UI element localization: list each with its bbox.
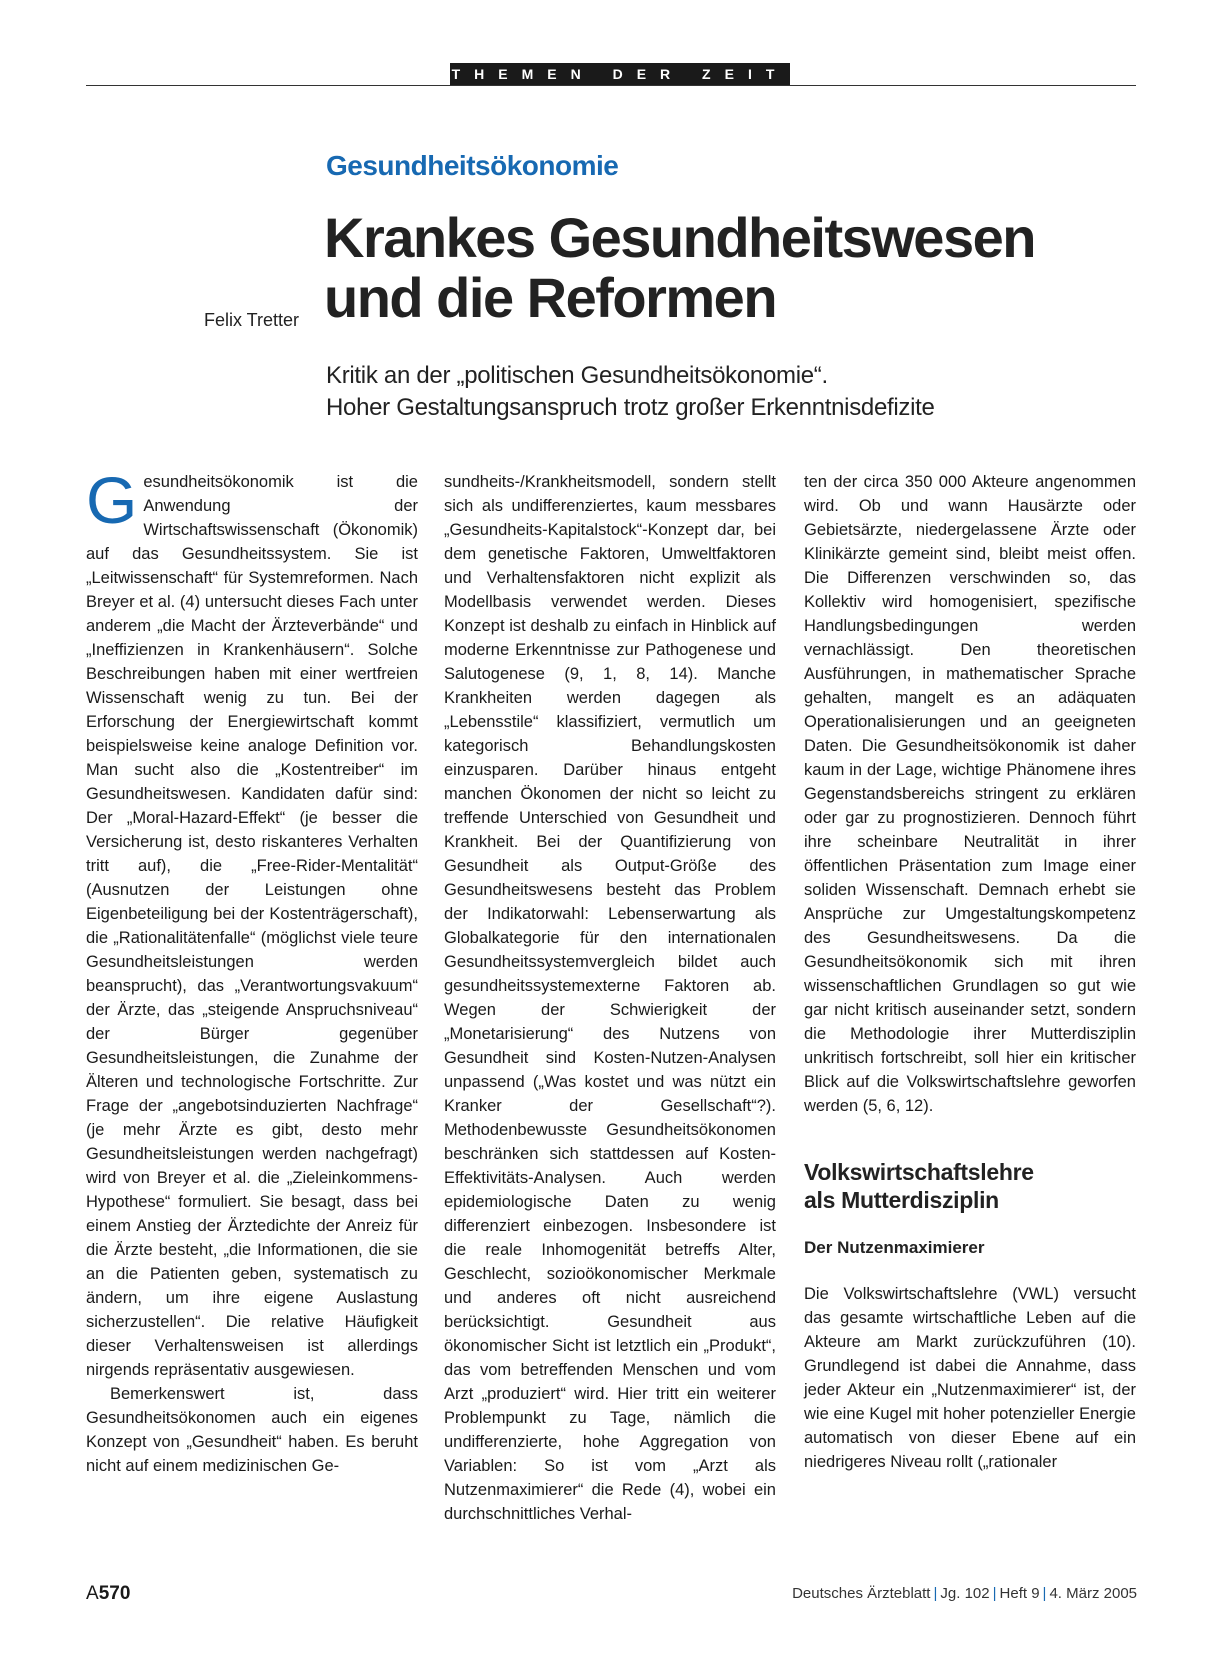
article-kicker: Gesundheitsökonomie [326, 150, 619, 181]
section-heading-line-2: als Mutterdisziplin [804, 1187, 999, 1213]
page-number-value: 570 [98, 1583, 131, 1604]
title-line-2: und die Reformen [324, 266, 777, 329]
section-heading-line-1: Volkswirtschaftslehre [804, 1159, 1034, 1185]
article-title [324, 208, 1035, 328]
title-line-1: Krankes Gesundheitswesen [324, 206, 1035, 269]
journal-volume: Jg. 102 [940, 1585, 990, 1602]
text-column-2 [444, 470, 776, 1526]
journal-date: 4. März 2005 [1049, 1585, 1137, 1602]
subtitle-line-2: Hoher Gestaltungsanspruch trotz großer Erkenntnisdefizite [326, 394, 935, 421]
journal-name: Deutsches Ärzteblatt [792, 1585, 931, 1602]
page-prefix: A [86, 1583, 99, 1604]
section-band: THEMEN DER ZEIT [450, 63, 790, 86]
body-paragraph-2-start: Bemerkenswert ist, dass Gesundheitsökonomen auch ein eigenes Konzept von „Gesundheit“ haben. Es beruht nicht auf einem medizinischen Ge- [86, 1385, 418, 1475]
text-column-1 [86, 463, 418, 1478]
article-subtitle [326, 360, 935, 424]
journal-footer: Deutsches Ärzteblatt | Jg. 102 | Heft 9 | 4. März 2005 [792, 1585, 1137, 1602]
paragraph-1-text: esundheitsökonomik ist die Anwendung der Wirtschaftswissenschaft (Ökonomik) auf das Gesundheitssystem. Sie ist „Leitwissenschaft“ für Systemreformen. Nach Breyer et al. (4) untersucht dieses Fach unter anderem „die Macht der Ärzteverbände“ und „Ineffizienzen in Krankenhäusern“. Solche Beschreibungen haben mit einer wertfreien Wissenschaft wenig zu tun. Bei der Erforschung der Energiewirtschaft kommt beispielsweise keine analoge Definition vor. Man sucht also die „Kostentreiber“ im Gesundheitswesen. Kandidaten dafür sind: Der „Moral-Hazard-Effekt“ (je besser die Versicherung ist, desto riskanteres Verhalten tritt auf), die „Free-Rider-Mentalität“ (Ausnutzen der Leistungen ohne Eigenbeteiligung bei der Kostenträgerschaft), die „Rationalitätenfalle“ (möglichst viele teure Gesundheitsleistungen werden beansprucht), das „Verantwortungsvakuum“ der Ärzte, das „steigende Anspruchsniveau“ der Bürger gegenüber Gesundheitsleistungen, die Zunahme der Älteren und technologische Fortschritte. Zur Frage der „angebotsinduzierten Nachfrage“ (je mehr Ärzte es gibt, desto mehr Gesundheitsleistungen werden nachgefragt) wird von Breyer et al. die „Zieleinkommens-Hypothese“ formuliert. Sie besagt, dass bei einem Anstieg der Ärztedichte der Anreiz für die Ärzte besteht, „die Informationen, die sie an die Patienten geben, systematisch zu ändern, um ihre eigene Auslastung sicherzustellen“. Die relative Häufigkeit dieser Verhaltensweisen ist allerdings nirgends repräsentativ ausgewiesen. [86, 473, 418, 1379]
author-name: Felix Tretter [204, 310, 300, 330]
text-column-3 [804, 470, 1136, 1474]
page-number [86, 1583, 130, 1605]
drop-cap: G [86, 463, 138, 537]
body-paragraph-1 [86, 463, 418, 1382]
journal-issue: Heft 9 [999, 1585, 1040, 1602]
body-paragraph-3: Die Volkswirtschaftslehre (VWL) versucht das gesamte wirtschaftliche Leben auf die Akteure am Markt zurückzuführen (10). Grundlegend ist dabei die Annahme, dass jeder Akteur ein „Nutzenmaximierer“ ist, der wie eine Kugel mit hoher potenzieller Energie automatisch von dieser Ebene auf ein niedrigeres Niveau rollt („rationaler [804, 1285, 1136, 1471]
body-paragraph-2-end: ten der circa 350 000 Akteure angenommen wird. Ob und wann Hausärzte oder Gebietsärzte, niedergelassene Ärzte oder Klinikärzte gemeint sind, bleibt meist offen. Die Differenzen verschwinden so, das Kollektiv wird homogenisiert, spezifische Handlungsbedingungen werden vernachlässigt. Den theoretischen Ausführungen, in mathematischer Sprache gehalten, mangelt es an adäquaten Operationalisierungen und an geeigneten Daten. Die Gesundheitsökonomik ist daher kaum in der Lage, wichtige Phänomene ihres Gegenstandsbereichs stringent zu erklären oder gar zu prognostizieren. Dennoch führt ihre scheinbare Neutralität in ihrer öffentlichen Präsentation zum Image einer soliden Wissenschaft. Demnach erhebt sie Ansprüche zur Umgestaltungskompetenz des Gesundheitswesens. Da die Gesundheitsökonomik sich mit ihren wissenschaftlichen Grundlagen so gut wie gar nicht kritisch auseinander setzt, sondern die Methodologie ihrer Mutterdisziplin unkritisch fortschreibt, soll hier ein kritischer Blick auf die Volkswirtschaftslehre geworfen werden (5, 6, 12). [804, 473, 1136, 1115]
section-heading [804, 1158, 1136, 1214]
subtitle-line-1: Kritik an der „politischen Gesundheitsökonomie“. [326, 362, 828, 389]
header-rule [86, 85, 1136, 86]
subsection-heading: Der Nutzenmaximierer [804, 1238, 985, 1257]
body-paragraph-2-continued: sundheits-/Krankheitsmodell, sondern stellt sich als undifferenziertes, kaum messbares „Gesundheits-Kapitalstock“-Konzept dar, bei dem genetische Faktoren, Umweltfaktoren und Verhaltensfaktoren nicht explizit als Modellbasis verwendet werden. Dieses Konzept ist deshalb zu einfach in Hinblick auf moderne Erkenntnisse zur Pathogenese und Salutogenese (9, 1, 8, 14). Manche Krankheiten werden dagegen als „Lebensstile“ klassifiziert, vermutlich um kategorisch Behandlungskosten einzusparen. Darüber hinaus entgeht manchen Ökonomen der nicht so leicht zu treffende Unterschied von Gesundheit und Krankheit. Bei der Quantifizierung von Gesundheit als Output-Größe des Gesundheitswesens besteht das Problem der Indikatorwahl: Lebenserwartung als Globalkategorie für den internationalen Gesundheitssystemvergleich bildet auch gesundheitssystemexterne Faktoren ab. Wegen der Schwierigkeit der „Monetarisierung“ des Nutzens von Gesundheit sind Kosten-Nutzen-Analysen unpassend („Was kostet und was nützt ein Kranker der Gesellschaft“?). Methodenbewusste Gesundheitsökonomen beschränken sich stattdessen auf Kosten-Effektivitäts-Analysen. Auch werden epidemiologische Daten zu wenig differenziert einbezogen. Insbesondere ist die reale Inhomogenität betreffs Alter, Geschlecht, sozioökonomischer Merkmale und anderes oft nicht ausreichend berücksichtigt. Gesundheit aus ökonomischer Sicht ist letztlich ein „Produkt“, das vom betreffenden Menschen und vom Arzt „produziert“ wird. Hier tritt ein weiterer Problempunkt zu Tage, nämlich die undifferenzierte, hohe Aggregation von Variablen: So ist vom „Arzt als Nutzenmaximierer“ die Rede (4), wobei ein durchschnittliches Verhal- [444, 473, 776, 1523]
